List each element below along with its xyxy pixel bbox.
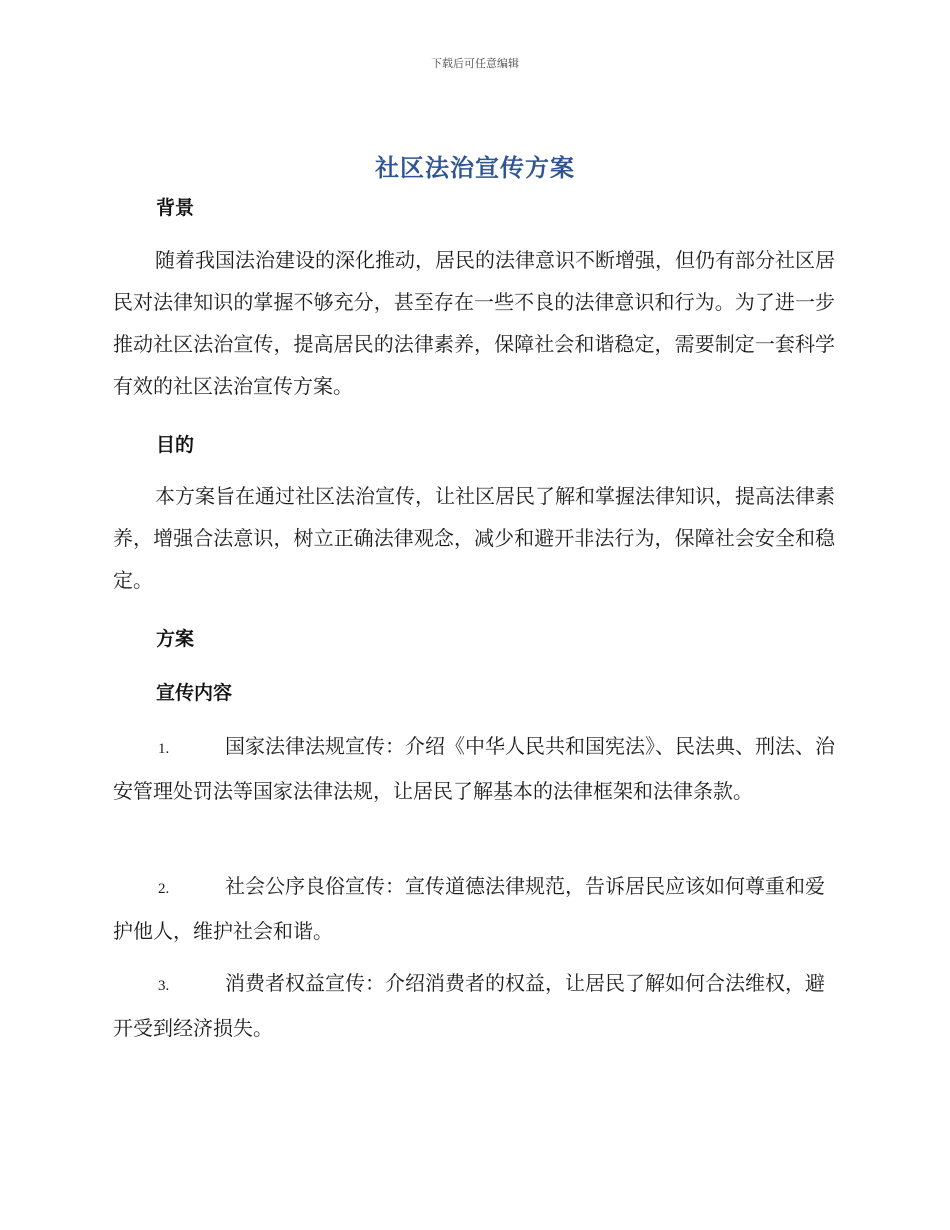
list-item-number: 3.: [158, 978, 170, 994]
list-item-number: 1.: [158, 741, 170, 757]
list-item-text: 消费者权益宣传：介绍消费者的权益，让居民了解如何合法维权，避开受到经济损失。: [113, 971, 825, 1040]
paragraph-background: 随着我国法治建设的深化推动，居民的法律意识不断增强，但仍有部分社区居民对法律知识的掌握不够充分，甚至存在一些不良的法律意识和行为。为了进一步推动社区法治宣传，提高居民的法律素养，保障社会和谐稳定，需要制定一套科学有效的社区法治宣传方案。: [113, 248, 835, 398]
heading-content: 宣传内容: [156, 682, 233, 704]
list-item-text: 国家法律法规宣传：介绍《中华人民共和国宪法》、民法典、刑法、治安管理处罚法等国家法律法规，让居民了解基本的法律框架和法律条款。: [113, 734, 835, 803]
list-item: [113, 962, 835, 1049]
heading-purpose: 目的: [156, 434, 195, 456]
header-note: 下载后可任意编辑: [431, 57, 519, 70]
document-title: 社区法治宣传方案: [375, 154, 575, 182]
list-item-number: 2.: [158, 881, 170, 897]
paragraph-purpose: 本方案旨在通过社区法治宣传，让社区居民了解和掌握法律知识，提高法律素养，增强合法意识，树立正确法律观念，减少和避开非法行为，保障社会安全和稳定。: [113, 484, 835, 592]
heading-background: 背景: [156, 197, 195, 219]
list-item: [113, 865, 835, 952]
list-item-text: 社会公序良俗宣传：宣传道德法律规范，告诉居民应该如何尊重和爱护他人，维护社会和谐。: [113, 874, 825, 943]
list-item: [113, 725, 835, 812]
heading-plan: 方案: [156, 628, 195, 650]
